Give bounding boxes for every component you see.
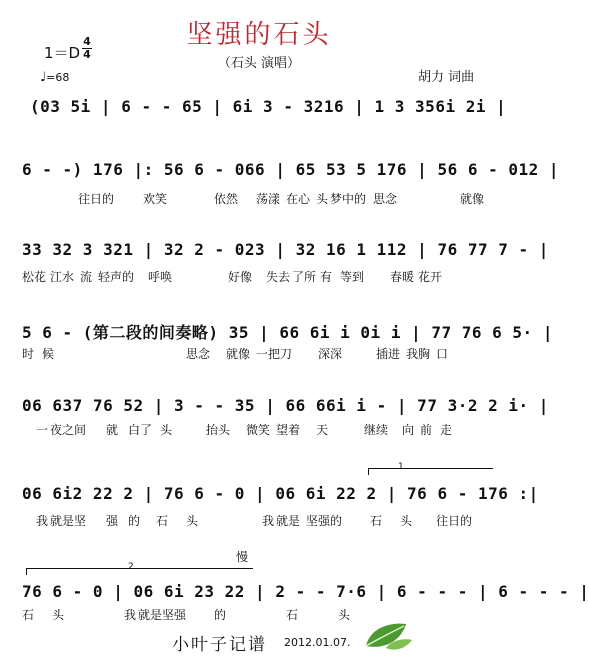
lyric: 就像 [226,347,251,361]
lyrics-row-5 [0,421,518,437]
lyrics-row-6 [0,512,518,528]
lyric: 花开 [418,270,443,284]
lyric: 前 [420,423,433,437]
lyric: 的 [128,514,141,528]
lyric: 候 [42,347,55,361]
lyric: 有 [320,270,333,284]
lyric: 我 [36,514,49,528]
lyric: 夜之间 [50,423,87,437]
lyric: 头 [160,423,173,437]
notation-row-2 [0,160,560,190]
lyric: 天 [316,423,329,437]
lyric: 继续 [364,423,389,437]
transcription-date: 2012.01.07. [284,636,351,649]
lyrics-row-3 [0,268,518,284]
lyric: 失去 [266,270,291,284]
tempo-marking [40,70,69,85]
lyric: 等到 [340,270,365,284]
lyric: 头 [316,192,329,206]
lyric: 头 [186,514,199,528]
lyrics-row-4 [0,345,518,361]
lyrics-row-2 [0,190,518,206]
lyric: 往日的 [436,514,473,528]
time-signature-top: 4 [83,35,91,48]
notation-row-3 [0,240,549,270]
credits: 胡力 词曲 [418,70,475,85]
tempo-value: =68 [46,71,70,84]
lyric: 流 [80,270,93,284]
volta-1-label: 1 [398,462,404,472]
volta-2-label: 2 [128,562,134,572]
song-title: 坚强的石头 [186,20,332,50]
lyric: 石 [286,608,299,622]
lyric: 梦中的 [330,192,367,206]
lyric: 石 [370,514,383,528]
lyrics-row-7 [0,606,518,622]
lyric: 往日的 [78,192,115,206]
lyric: 的 [214,608,227,622]
lyric: 我 [262,514,275,528]
notes-row-1: (03 5i | 6 - - 65 | 6i 3 - 3216 | 1 3 356i 2i | [30,97,507,116]
lyric: 了所 [292,270,317,284]
key-signature: 1＝D [44,44,81,62]
quarter-note-icon: ♩ [40,70,47,85]
volta-1-bracket [368,468,493,475]
lyric: 荡漾 [256,192,281,206]
lyric: 呼唤 [148,270,173,284]
lyric: 欢笑 [143,192,168,206]
lyric: 一 [36,423,49,437]
notes-row-2: 6 - -) 176 |: 56 6 - 066 | 65 53 5 176 | 56 6 - 012 | [22,160,560,179]
lyric: 好像 [228,270,253,284]
lyric: 就像 [460,192,485,206]
lyric: 松花 [22,270,47,284]
lyric: 思念 [186,347,211,361]
notes-row-4: 5 6 - (第二段的间奏略) 35 | 66 6i i 0i i | 77 76 6 5· | [22,323,553,342]
lyric: 口 [436,347,449,361]
time-signature [82,37,92,60]
lyric: 就是坚强 [138,608,187,622]
notation-row-6 [0,484,539,514]
lyric: 在心 [286,192,311,206]
time-signature-bottom: 4 [83,48,91,61]
lyric: 轻声的 [98,270,135,284]
lyric: 白了 [128,423,153,437]
notation-row-1 [0,97,518,127]
leaf-logo-icon [360,618,414,652]
notes-row-7: 76 6 - 0 | 06 6i 23 22 | 2 - - 7·6 | 6 - - - | 6 - - - | [22,582,589,601]
lyric: 望着 [276,423,301,437]
volta-2-bracket [26,568,253,575]
lyric: 抬头 [206,423,231,437]
lyric: 依然 [214,192,239,206]
lyric: 就 [106,423,119,437]
lyric: 就是 [276,514,301,528]
lyric: 石 [22,608,35,622]
lyric: 头 [52,608,65,622]
lyric: 江水 [50,270,75,284]
notes-row-3: 33 32 3 321 | 32 2 - 023 | 32 16 1 112 | 76 77 7 - | [22,240,549,259]
lyric: 向 [402,423,415,437]
lyric: 头 [338,608,351,622]
transcriber-signature: 小叶子记谱 [172,635,267,655]
lyric: 一把刀 [256,347,293,361]
lyric: 石 [156,514,169,528]
lyric: 走 [440,423,453,437]
lyric: 思念 [373,192,398,206]
lyric: 深深 [318,347,343,361]
lyric: 插进 [376,347,401,361]
lyric: 时 [22,347,35,361]
lyric: 就是坚 [50,514,87,528]
lyric: 春暖 [390,270,415,284]
notes-row-6: 06 6i2 22 2 | 76 6 - 0 | 06 6i 22 2 | 76 6 - 176 :| [22,484,539,503]
lyric: 头 [400,514,413,528]
lyric: 微笑 [246,423,271,437]
lyric: 我胸 [406,347,431,361]
lyric: 坚强的 [306,514,343,528]
notes-row-5: 06 637 76 52 | 3 - - 35 | 66 66i i - | 77 3·2 2 i· | [22,396,549,415]
slow-marking: 慢 [236,550,249,564]
performer: （石头 演唱） [217,56,301,71]
lyric: 我 [124,608,137,622]
lyric: 强 [106,514,119,528]
